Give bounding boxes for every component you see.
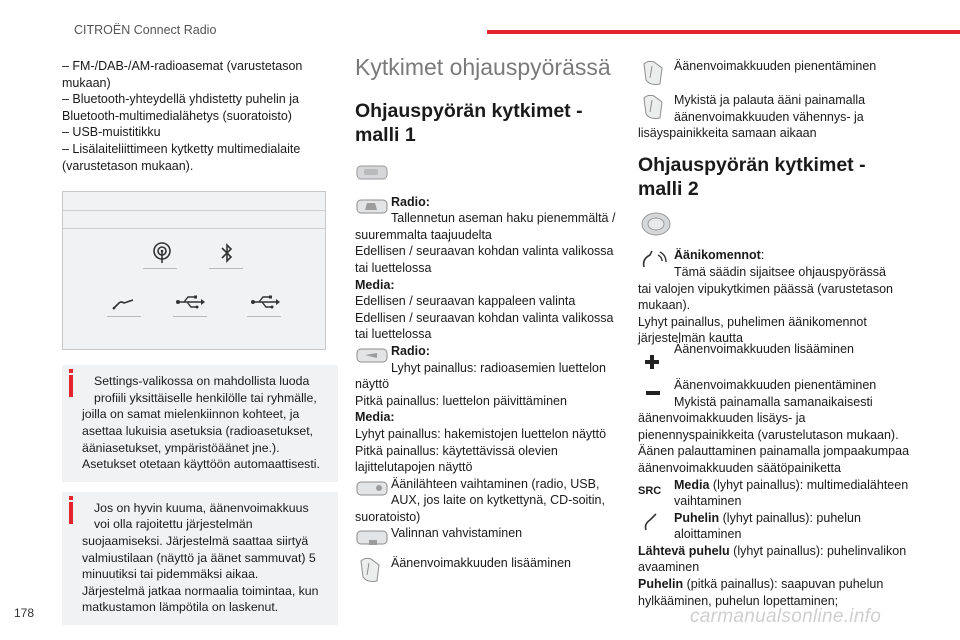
info-icon [69, 375, 73, 397]
outgoing-call-label: Lähtevä puhelu [638, 543, 730, 558]
text-line: Tämä säädin sijaitsee ohjauspyörässä [674, 264, 886, 279]
phone-icon [638, 510, 674, 534]
list-line: – Lisälaiteliittimeen kytketty multimedialaite [62, 141, 301, 156]
info-note-heat [62, 492, 338, 625]
src-icon: SRC [638, 484, 662, 497]
usb-icon [175, 294, 205, 310]
text-line: järjestelmän kautta [638, 331, 743, 346]
text-line: äänenvoimakkuuden vähennys- ja [674, 109, 864, 124]
phone-label: Puhelin [638, 577, 684, 592]
info-icon [69, 369, 73, 373]
note-line: minuutiksi tai pidemmäksi aikaa. [82, 567, 259, 582]
column-2 [355, 54, 619, 585]
entry-radio-list [355, 343, 619, 476]
voice-colon: : [760, 248, 765, 263]
text-line: Tallennetun aseman haku pienemmältä / [391, 211, 616, 226]
text-line: (lyhyt painallus): puhelun [719, 510, 861, 525]
radio-source-icon [151, 242, 173, 264]
text-line: äänenvoimakkuuden säätöpainiketta [638, 460, 841, 475]
page-number: 178 [14, 606, 35, 620]
text-line: Edellisen / seuraavan kohdan valinta valikossa [355, 244, 614, 259]
volume-down-icon [638, 58, 674, 88]
subsection-title [355, 99, 619, 147]
subsection-title-line: malli 1 [355, 124, 416, 146]
text-line: Pitkä painallus: käytettävissä olevien [355, 443, 558, 458]
note-line: asettaa lukuisia asetuksia (radioasetukset, [82, 423, 314, 438]
text-line: näyttö [355, 377, 390, 392]
text-line: Äänen palauttaminen painamalla jompaakumpaa [638, 444, 910, 459]
note-line: ääniasetukset, ympäristöäänet jne.). [82, 440, 280, 455]
text-line: tai luettelossa [355, 327, 432, 342]
note-line: Asetukset otetaan käyttöön automaattisesti. [82, 457, 320, 472]
column-1 [62, 58, 338, 625]
text-line: Äänenvoimakkuuden pienentäminen [674, 377, 877, 392]
text-line: Äänenvoimakkuuden pienentäminen [674, 59, 877, 73]
text-line: lajittelutapojen näyttö [355, 460, 473, 475]
voice-label: Äänikomennot [674, 248, 761, 263]
note-line: joilla on samat mielenkiinnon kohteet, ja [82, 407, 300, 422]
text-line: suuremmalta taajuudelta [355, 227, 492, 242]
text-line: Lyhyt painallus: radioasemien luettelon [391, 360, 606, 375]
entry-src [638, 477, 910, 510]
column-3 [638, 58, 910, 609]
subsection-title [638, 153, 910, 201]
list-line: Bluetooth-multimedialähetys (suoratoisto) [62, 108, 292, 123]
text-line: Pitkä painallus: luettelon päivittäminen [355, 393, 567, 408]
media-label: Media: [355, 277, 395, 292]
header-accent-bar [487, 30, 960, 34]
info-icon [69, 502, 73, 524]
entry-volume-up [355, 555, 619, 585]
entry-confirm [355, 525, 619, 549]
confirm-icon [355, 525, 391, 549]
note-line: voi olla rajoitettu järjestelmän [94, 517, 253, 532]
steering-wheel-model2-icon [640, 211, 910, 242]
entry-mute [638, 92, 910, 142]
note-line: matkustamon lämpötila on laskenut. [82, 600, 279, 615]
watermark: carmanualsonline.info [690, 606, 882, 627]
text-line: (lyhyt painallus): puhelinvalikon [729, 543, 907, 558]
entry-radio-seek [355, 194, 619, 343]
text-line: pienennyspainikkeita (varustelutason mukaan). [638, 427, 899, 442]
icon-underline [173, 316, 207, 317]
entry-phone [638, 510, 910, 610]
media-label: Media [674, 477, 710, 492]
note-line: Settings-valikossa on mahdollista luoda [94, 374, 310, 389]
icon-underline [107, 316, 141, 317]
panel-divider [63, 210, 325, 211]
text-line: hylkääminen, puhelun lopettaminen; [638, 593, 839, 608]
text-line: Mykistä painamalla samanaikaisesti [674, 394, 873, 409]
radio-label: Radio: [391, 343, 430, 358]
text-line: Äänenvoimakkuuden lisääminen [674, 341, 854, 356]
text-line: mukaan). [638, 298, 691, 313]
subsection-title-line: Ohjauspyörän kytkimet - [638, 153, 866, 176]
text-line: Edellisen / seuraavan kohdan valinta valikossa [355, 310, 614, 325]
text-line: Valinnan vahvistaminen [391, 526, 523, 541]
list-line: (varustetason mukaan). [62, 158, 194, 173]
plus-icon [638, 347, 674, 377]
thumbwheel-icon [355, 194, 391, 218]
source-switch-icon [355, 476, 391, 500]
list-line: – USB-muistitikku [62, 125, 161, 140]
panel-divider [63, 228, 325, 229]
media-label: Media: [355, 410, 395, 425]
mute-icon [638, 92, 674, 122]
text-line: AUX, jos laite on kytkettynä, CD-soitin, [391, 493, 605, 508]
list-line: mukaan) [62, 75, 111, 90]
text-line: vaihtaminen [674, 494, 742, 509]
text-line: Mykistä ja palauta ääni painamalla [674, 93, 866, 107]
info-icon [69, 496, 73, 500]
entry-minus [638, 377, 910, 477]
text-line: Äänilähteen vaihtaminen (radio, USB, [391, 476, 600, 491]
text-line: (pitkä painallus): saapuvan puhelun [683, 577, 884, 592]
entry-plus [638, 341, 910, 377]
text-line: äänenvoimakkuuden lisäys- ja [638, 411, 806, 426]
text-line: Lyhyt painallus: hakemistojen luettelon näyttö [355, 426, 607, 441]
subsection-title-line: malli 2 [638, 177, 699, 200]
minus-icon [638, 377, 674, 401]
text-line: tai luettelossa [355, 260, 432, 275]
text-line: tai valojen vipukytkimen päässä (varustetason [638, 281, 893, 296]
text-line: Edellisen / seuraavan kappaleen valinta [355, 294, 576, 309]
note-line: Jos on hyvin kuuma, äänenvoimakkuus [94, 500, 309, 515]
header-title: CITROËN Connect Radio [74, 23, 217, 37]
text-line: lisäyspainikkeita samaan aikaan [638, 126, 817, 141]
aux-cable-icon [111, 296, 137, 312]
text-line: suoratoisto) [355, 509, 421, 524]
list-line: – Bluetooth-yhteydellä yhdistetty puhelin ja [62, 92, 299, 107]
entry-voice [638, 247, 910, 347]
usb-icon [250, 294, 280, 310]
steering-controls-model1-icon [355, 161, 619, 188]
subsection-title-line: Ohjauspyörän kytkimet - [355, 100, 583, 122]
bluetooth-icon [219, 242, 235, 264]
icon-underline [247, 316, 281, 317]
entry-volume-down [638, 58, 910, 88]
note-line: profiili yksittäiselle henkilölle tai ryhmälle, [94, 390, 317, 405]
icon-underline [143, 268, 177, 269]
media-sources-illustration [62, 191, 326, 350]
thumbwheel-press-icon [355, 343, 391, 367]
entry-source [355, 476, 619, 526]
note-line: Järjestelmä jatkaa normaalia toimintaa, kun [82, 583, 319, 598]
radio-label: Radio: [391, 194, 430, 209]
text-line: avaaminen [638, 560, 700, 575]
voice-command-icon [638, 247, 674, 271]
icon-underline [209, 268, 243, 269]
phone-label: Puhelin [674, 510, 720, 525]
text-line: Lyhyt painallus, puhelimen äänikomennot [638, 314, 867, 329]
text-line: Äänenvoimakkuuden lisääminen [391, 556, 571, 571]
list-line: – FM-/DAB-/AM-radioasemat (varustetason [62, 59, 303, 73]
section-title: Kytkimet ohjauspyörässä [355, 54, 611, 80]
note-line: suojaamiseksi. Järjestelmä saattaa siirtyä [82, 533, 309, 548]
text-line: aloittaminen [674, 527, 742, 542]
text-line: (lyhyt painallus): multimedialähteen [709, 477, 909, 492]
info-note-profiles [62, 365, 338, 482]
note-line: valmiustilaan (näyttö ja äänet sammuvat) 5 [82, 550, 316, 565]
volume-up-icon [355, 555, 391, 585]
